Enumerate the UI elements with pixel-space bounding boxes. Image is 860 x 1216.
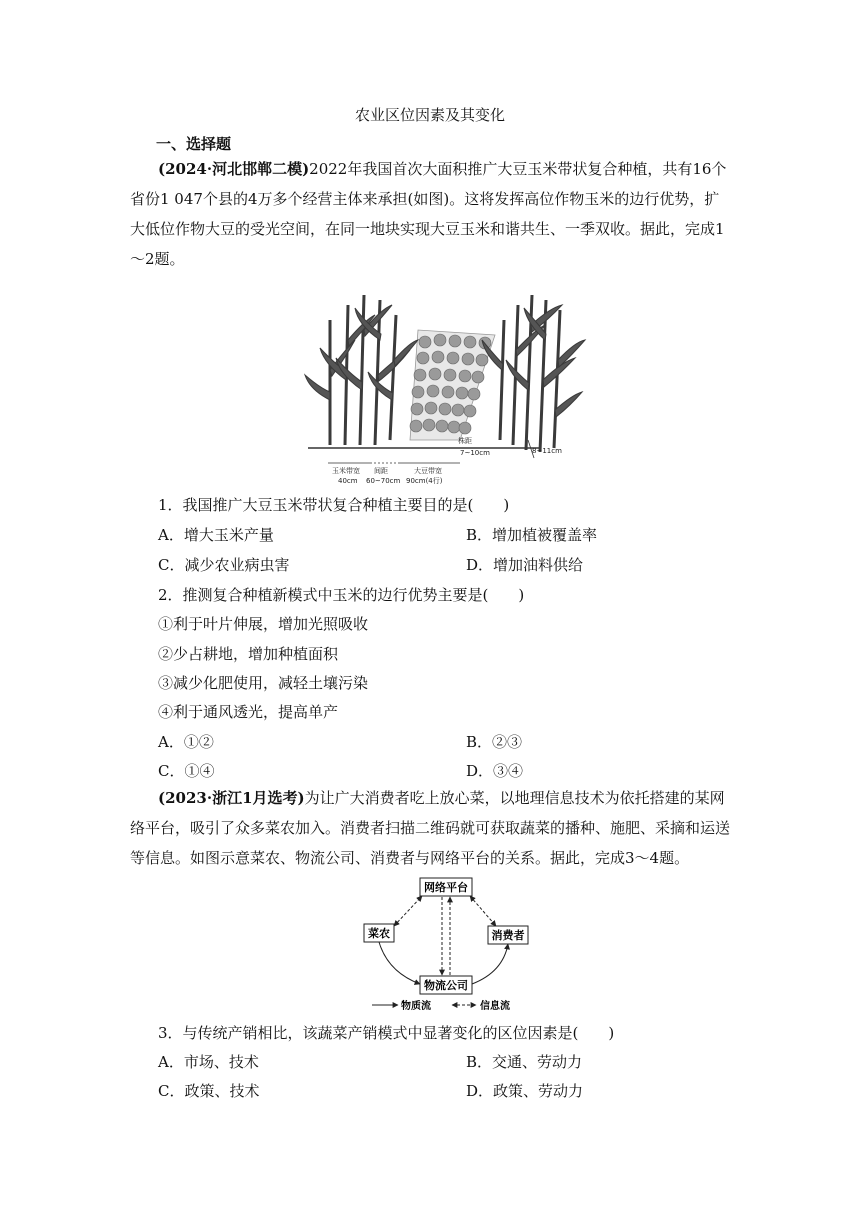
- q2-option-d: D．③④: [466, 762, 524, 780]
- intro1-text: 2022年我国首次大面积推广大豆玉米带状复合种植，共有16个省份1 047个县的4万多个经营主体来承担(如图)。这将发挥高位作物玉米的边行优势，扩大低位作物大豆的受光空间，在同一地块实现大豆玉米和谐共生、一季双收。据此，完成1～2题。: [130, 160, 727, 268]
- corn-width-label-2: 40cm: [338, 477, 358, 485]
- q1-option-d: D．增加油料供给: [466, 556, 584, 574]
- node-farmer: 菜农: [368, 927, 390, 940]
- corn-plants-left-image: [305, 295, 418, 445]
- node-logistics: 物流公司: [424, 979, 468, 992]
- soy-width-label-2: 90cm(4行): [406, 477, 443, 485]
- q2-option-a: A．①②: [158, 733, 214, 751]
- info-flow-farmer-platform: [394, 896, 422, 926]
- q2-option-c: C．①④: [158, 762, 215, 780]
- section-heading: 一、选择题: [156, 135, 232, 153]
- q2-statement-3: ③减少化肥使用，减轻土壤污染: [158, 674, 369, 692]
- intro1-source: (2024·河北邯郸二模): [158, 160, 310, 178]
- soy-width-label-1: 大豆带宽: [414, 467, 442, 475]
- q1-stem: 1．我国推广大豆玉米带状复合种植主要目的是( ): [158, 496, 510, 514]
- corn-width-label-1: 玉米带宽: [332, 467, 360, 475]
- q2-statement-2: ②少占耕地，增加种植面积: [158, 645, 339, 663]
- q1-option-c: C．减少农业病虫害: [158, 556, 290, 574]
- q3-option-c: C．政策、技术: [158, 1082, 260, 1100]
- q3-option-d: D．政策、劳动力: [466, 1082, 584, 1100]
- intro-passage-1: [130, 154, 730, 274]
- intro2-source: (2023·浙江1月选考): [158, 789, 305, 807]
- material-flow-logistics-consumer: [472, 944, 508, 984]
- q2-statement-4: ④利于通风透光，提高单产: [158, 703, 339, 721]
- node-platform: 网络平台: [424, 881, 468, 894]
- q1-option-a: A．增大玉米产量: [158, 526, 274, 544]
- info-flow-platform-consumer: [470, 896, 496, 926]
- intro2-text: 为让广大消费者吃上放心菜，以地理信息技术为依托搭建的某网络平台，吸引了众多菜农加入。消费者扫描二维码就可获取蔬菜的播种、施肥、采摘和运送等信息。如图示意菜农、物流公司、消费者与网络平台的关系。据此，完成3～4题。: [130, 789, 731, 867]
- legend-material-label: 物质流: [401, 1001, 431, 1012]
- q1-option-b: B．增加植被覆盖率: [466, 526, 598, 544]
- plant-spacing-label-2: 7~10cm: [460, 449, 490, 457]
- network-diagram: [358, 872, 538, 1017]
- corn-plants-right-image: [482, 295, 585, 452]
- legend-info-label: 信息流: [480, 1001, 510, 1012]
- q2-option-b: B．②③: [466, 733, 523, 751]
- q2-statement-1: ①利于叶片伸展，增加光照吸收: [158, 615, 369, 633]
- page-title: 农业区位因素及其变化: [354, 106, 505, 124]
- q3-stem: 3．与传统产销相比，该蔬菜产销模式中显著变化的区位因素是( ): [158, 1024, 615, 1042]
- node-consumer: 消费者: [491, 929, 525, 942]
- gap-label-2: 60~70cm: [366, 477, 401, 485]
- intro-passage-2: [130, 783, 730, 873]
- intercropping-figure: [300, 280, 590, 490]
- row-spacing-label: 8~11cm: [532, 447, 562, 455]
- q3-option-b: B．交通、劳动力: [466, 1053, 583, 1071]
- plant-spacing-label-1: 株距: [458, 437, 472, 445]
- q2-stem: 2．推测复合种植新模式中玉米的边行优势主要是( ): [158, 586, 525, 604]
- gap-label-1: 间距: [374, 467, 388, 475]
- soybean-field-image: [410, 330, 495, 440]
- material-flow-farmer-logistics: [379, 942, 420, 984]
- q3-option-a: A．市场、技术: [158, 1053, 259, 1071]
